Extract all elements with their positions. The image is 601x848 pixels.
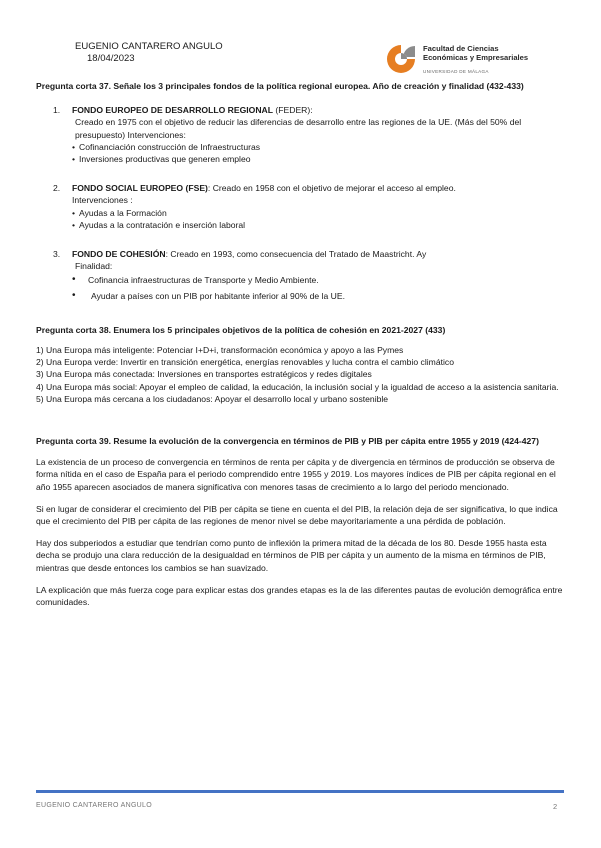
q37-item-3 bbox=[36, 248, 564, 302]
logo-line2: Económicas y Empresariales bbox=[423, 53, 529, 62]
list-item: • Ayudas a la contratación e inserción laboral bbox=[72, 219, 246, 230]
q37-item-1-bullet-1: Cofinanciación construcción de Infraestructuras bbox=[79, 141, 261, 152]
page-number: 2 bbox=[553, 802, 558, 811]
q37-item-2-num: 2. bbox=[53, 183, 61, 194]
q37-item-1-text: Creado en 1975 con el objetivo de reducir las diferencias de desarrollo entre las regiones de la UE. (Más del 50% del presupuesto) Intervenciones: bbox=[75, 117, 522, 140]
q37-item-1-suffix: (FEDER): bbox=[273, 105, 313, 116]
logo-line1: Facultad de Ciencias bbox=[423, 44, 499, 53]
q37-item-3-text: Finalidad: bbox=[75, 261, 113, 272]
q37-item-3-title: FONDO DE COHESIÓN bbox=[72, 249, 166, 260]
q37-item-2-suffix: : Creado en 1958 con el objetivo de mejorar el acceso al empleo. bbox=[207, 183, 456, 194]
faculty-logo-icon bbox=[383, 43, 419, 75]
logo-line3: UNIVERSIDAD DE MÁLAGA bbox=[423, 69, 489, 74]
header-date: 18/04/2023 bbox=[87, 53, 135, 64]
q39-paragraph-4: LA explicación que más fuerza coge para explicar estas dos grandes etapas es la de las diferentes pautas de evolución demográfica entre comunidades. bbox=[36, 584, 563, 608]
q38-item-1: 1) Una Europa más inteligente: Potenciar I+D+i, transformación económica y apoyo a las Pymes bbox=[36, 345, 404, 356]
q37-item-1-bullet-2: Inversiones productivas que generen empleo bbox=[79, 154, 251, 165]
q38-item-3: 3) Una Europa más conectada: Inversiones en transportes estratégicos y redes digitales bbox=[36, 369, 372, 380]
q38-list bbox=[36, 344, 564, 405]
q37-item-2-bullet-2: Ayudas a la contratación e inserción laboral bbox=[79, 219, 246, 230]
q38-title: Pregunta corta 38. Enumera los 5 principales objetivos de la política de cohesión en 2021-2027 (433) bbox=[36, 324, 446, 335]
list-item: • Cofinanciación construcción de Infraestructuras bbox=[72, 141, 261, 152]
list-item: • Ayudas a la Formación bbox=[72, 207, 167, 218]
q37-item-3-bullet-1: Cofinancia infraestructuras de Transporte y Medio Ambiente. bbox=[88, 275, 319, 286]
faculty-logo bbox=[383, 43, 563, 75]
q39-paragraph-1: La existencia de un proceso de convergencia en términos de renta per cápita y de divergencia en términos de producción se observa de forma nítida en el caso de España para el periodo comprendido entre 1955 y 2019. Los mayores índices de PIB per cápita regional en el año 1955 aparecen asociados de manera significativa con menores tasas de crecimiento a lo largo del periodo mencionado. bbox=[36, 457, 556, 492]
header-author: EUGENIO CANTARERO ANGULO bbox=[75, 41, 223, 52]
list-item: • Ayudar a países con un PIB por habitante inferior al 90% de la UE. bbox=[72, 289, 345, 301]
q39-paragraph-3: Hay dos subperiodos a estudiar que tendrían como punto de inflexión la primera mitad de la década de los 80. Desde 1955 hasta esta decha se produjo una clara reducción de la desigualdad en términos de PIB per cápita y un aumento de la misma en términos de PIB, mientras que desde entonces los cambios se han suavizado. bbox=[36, 538, 547, 573]
list-item: • Cofinancia infraestructuras de Transporte y Medio Ambiente. bbox=[72, 274, 319, 286]
q37-item-2-text: Intervenciones : bbox=[72, 195, 133, 206]
q37-item-2-title: FONDO SOCIAL EUROPEO (FSE) bbox=[72, 183, 208, 194]
q38-item-5: 5) Una Europa más cercana a los ciudadanos: Apoyar el desarrollo local y urbano sostenible bbox=[36, 393, 389, 404]
q39-paragraph-2: Si en lugar de considerar el crecimiento del PIB per cápita se tiene en cuenta el del PIB, la relación deja de ser significativa, lo que indica que el crecimiento del PIB per cápita de las regiones de menor nivel se debe mayoritariamente a una pérdida de población. bbox=[36, 503, 558, 527]
footer-author: EUGENIO CANTARERO ANGULO bbox=[36, 802, 152, 809]
q38-item-2: 2) Una Europa verde: Invertir en transición energética, energías renovables y lucha contra el cambio climático bbox=[36, 357, 454, 368]
main-content bbox=[36, 80, 564, 608]
q37-item-2-bullet-1: Ayudas a la Formación bbox=[79, 207, 167, 218]
q37-item-3-num: 3. bbox=[53, 249, 61, 260]
footer-divider bbox=[36, 790, 564, 793]
q37-item-2 bbox=[36, 182, 564, 231]
q39-title: Pregunta corta 39. Resume la evolución de la convergencia en términos de PIB y PIB per cápita entre 1955 y 2019 (424-427) bbox=[36, 436, 539, 447]
q37-title: Pregunta corta 37. Señale los 3 principales fondos de la política regional europea. Año de creación y finalidad (432-433) bbox=[36, 81, 524, 91]
q37-item-1 bbox=[36, 104, 564, 165]
list-item: • Inversiones productivas que generen empleo bbox=[72, 154, 251, 165]
q38-item-4: 4) Una Europa más social: Apoyar el empleo de calidad, la educación, la inclusión social y la igualdad de acceso a la asistencia sanitaria. bbox=[36, 381, 559, 392]
header-author-block bbox=[75, 41, 223, 65]
q37-item-1-num: 1. bbox=[53, 105, 61, 116]
q37-item-3-suffix: : Creado en 1993, como consecuencia del Tratado de Maastricht. Ay bbox=[165, 249, 427, 260]
q37-item-3-bullet-2: Ayudar a países con un PIB por habitante inferior al 90% de la UE. bbox=[91, 290, 345, 301]
q37-item-1-title: FONDO EUROPEO DE DESARROLLO REGIONAL bbox=[72, 105, 274, 116]
